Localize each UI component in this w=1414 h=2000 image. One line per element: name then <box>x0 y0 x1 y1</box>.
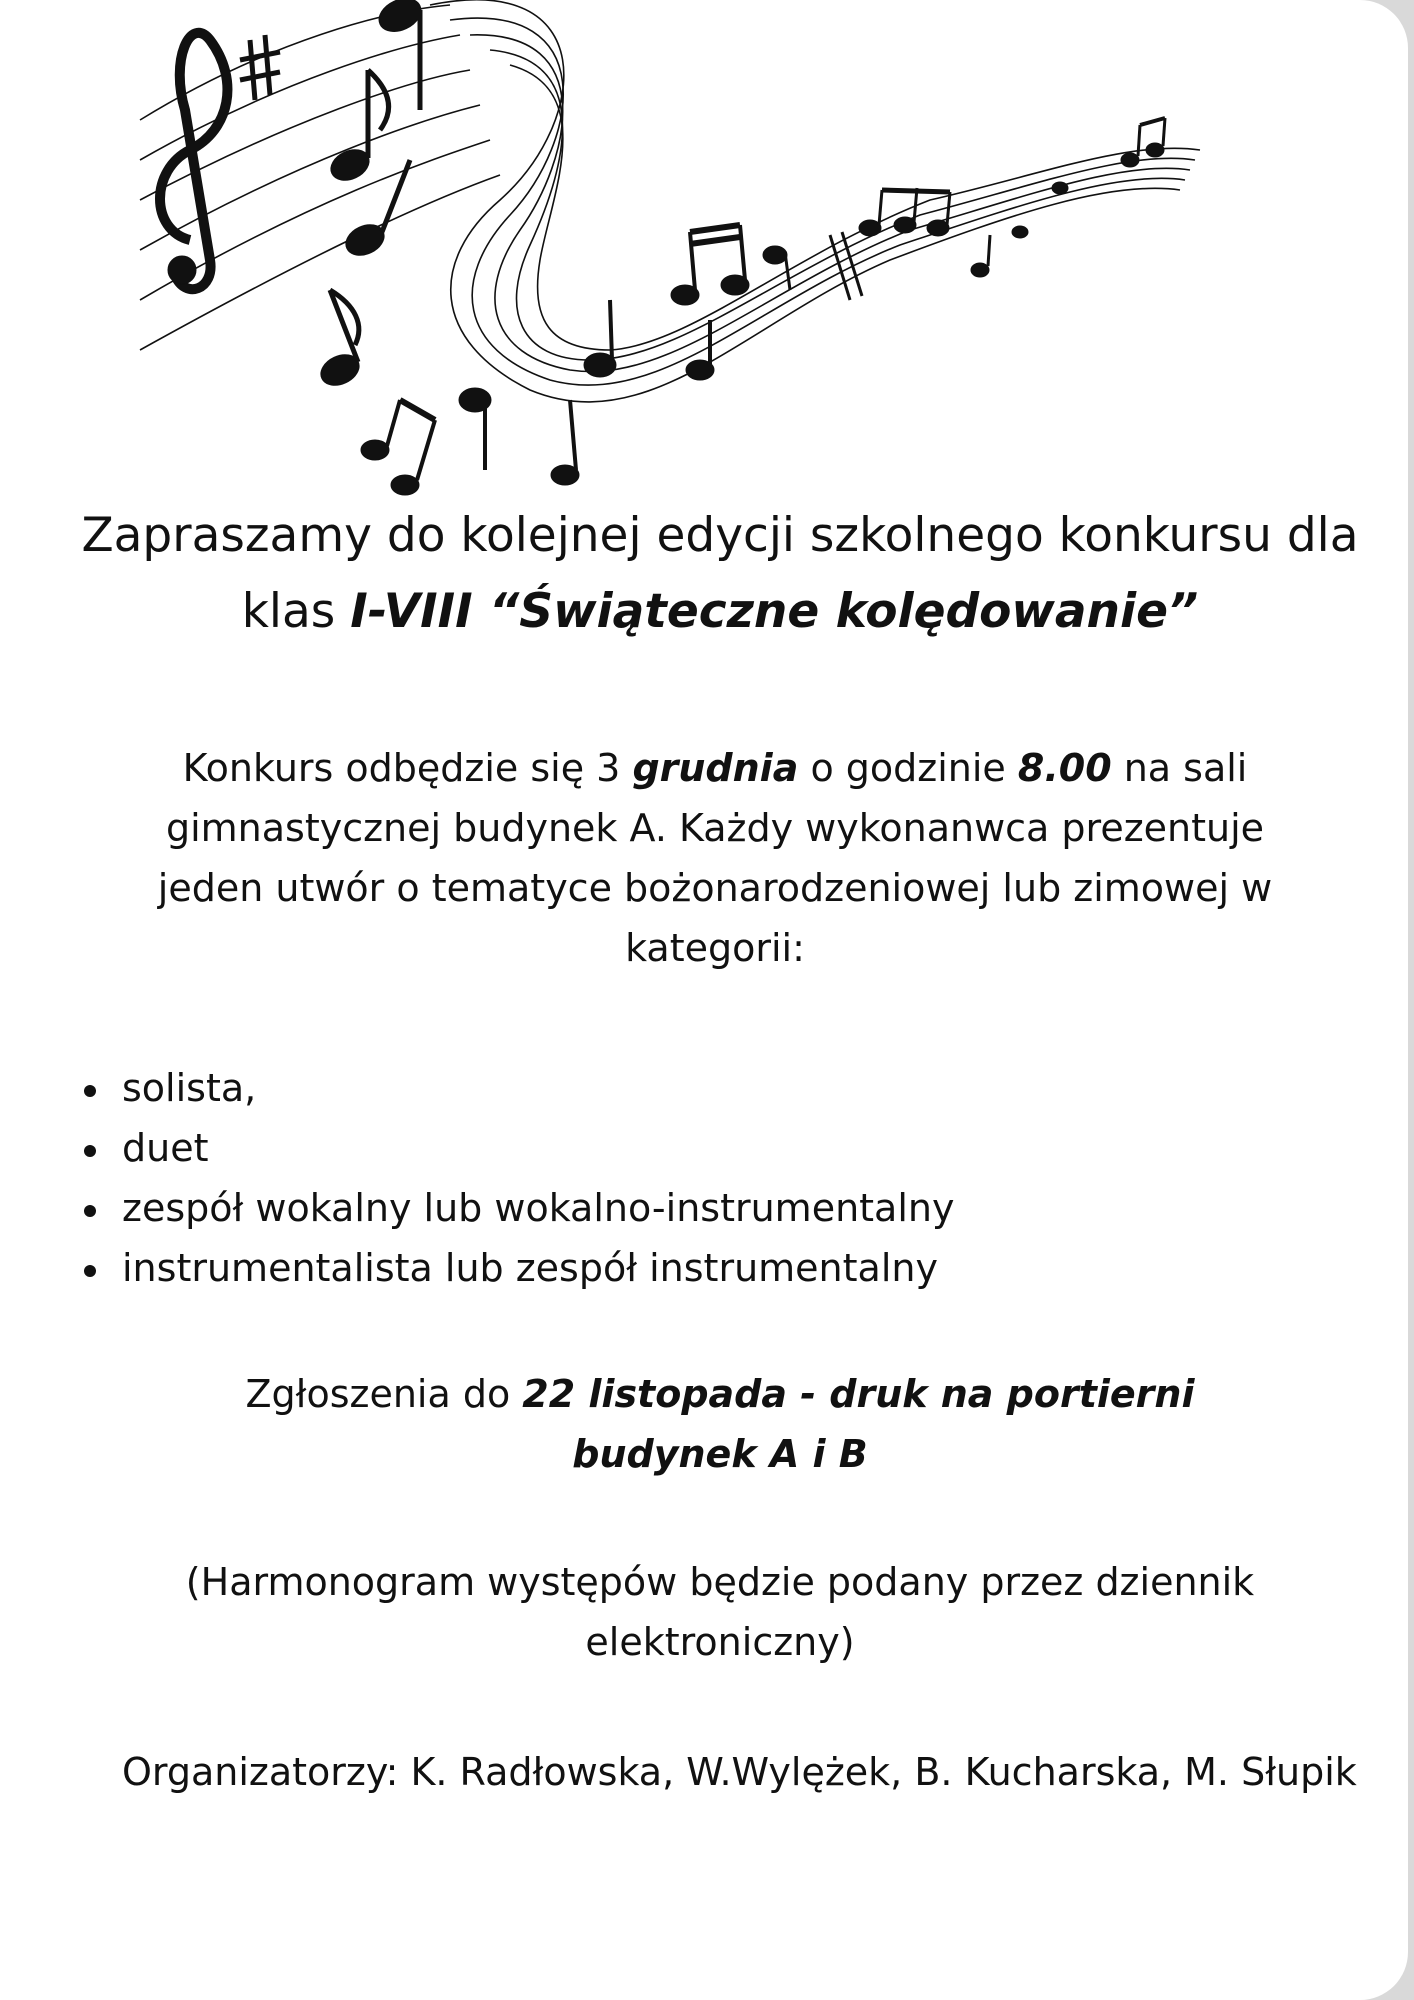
contest-name: I-VIII “Świąteczne kolędowanie” <box>350 584 1199 639</box>
deadline-prefix: Zgłoszenia do <box>245 1372 523 1416</box>
list-item <box>80 1178 1280 1238</box>
bullet-icon <box>84 1085 96 1097</box>
intro-text-3: na sali gimnastycznej budynek A. Każdy wykonanwca prezentuje jeden utwór o tematyce bożonarodzeniowej lub zimowej w kategorii: <box>157 746 1273 970</box>
deadline-details: 22 listopada - druk na portierni budynek A i B <box>522 1372 1195 1476</box>
category-list <box>80 1058 1280 1298</box>
bullet-icon <box>84 1265 96 1277</box>
intro-text-1: Konkurs odbędzie się 3 <box>182 746 633 790</box>
list-item <box>80 1118 1280 1178</box>
registration-deadline <box>200 1364 1240 1484</box>
title-line-2-prefix: klas <box>241 584 351 639</box>
bullet-icon <box>84 1205 96 1217</box>
title-line-1: Zapraszamy do kolejnej edycji szkolnego konkursu dla <box>81 508 1359 563</box>
intro-paragraph <box>150 738 1280 978</box>
category-label: duet <box>122 1126 209 1170</box>
contest-time: 8.00 <box>1017 746 1112 790</box>
list-item <box>80 1058 1280 1118</box>
page-title <box>40 498 1400 650</box>
list-item <box>80 1238 1280 1298</box>
music-notes-icon <box>130 0 1210 500</box>
intro-text-2: o godzinie <box>798 746 1018 790</box>
category-label: zespół wokalny lub wokalno-instrumentalny <box>122 1186 955 1230</box>
schedule-note: (Harmonogram występów będzie podany przez dziennik elektroniczny) <box>185 1560 1255 1664</box>
organizers-line: Organizatorzy: K. Radłowska, W.Wylężek, B. Kucharska, M. Słupik <box>122 1750 1357 1794</box>
category-label: solista, <box>122 1066 257 1110</box>
contest-date: grudnia <box>632 746 799 790</box>
category-label: instrumentalista lub zespół instrumentalny <box>122 1246 938 1290</box>
bullet-icon <box>84 1145 96 1157</box>
